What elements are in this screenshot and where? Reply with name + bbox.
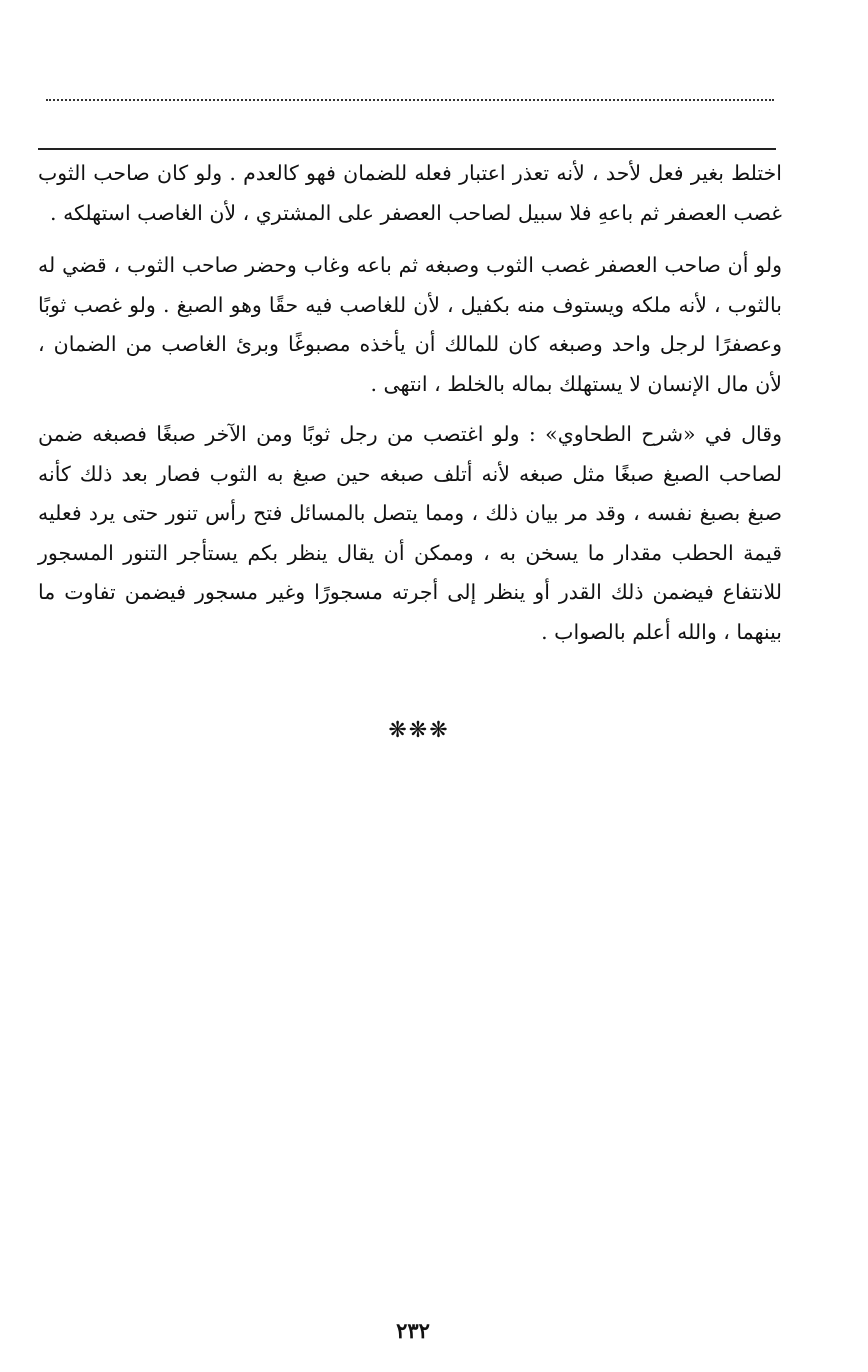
paragraph-3-text: وقال في «شرح الطحاوي» : ولو اغتصب من رجل ثوبًا ومن الآخر صبغًا فصبغه ضمن لصاحب الصبغ صبغًا مثل صبغه لأنه أتلف صبغه حين صبغ به الثوب فصار بعد ذلك كأنه صبغ بصبغ نفسه ، وقد مر بيان ذلك ، ومما يتصل بالمسائل فتح رأس تنور حتى يرد فعليه قيمة الحطب مقدار ما يسخن به ، وممكن أن يقال ينظر بكم يستأجر التنور المسجور للانتفاع فيضمن ذلك القدر أو ينظر إلى أجرته مسجورًا وغير مسجور فيضمن تفاوت ما بينهما ، والله أعلم بالصواب .	[38, 422, 782, 644]
section-separator: ❋❋❋	[388, 718, 450, 743]
page-number: ٢٣٢	[396, 1318, 430, 1343]
paragraph-1-text: اختلط بغير فعل لأحد ، لأنه تعذر اعتبار فعله للضمان فهو كالعدم . ولو كان صاحب الثوب غصب العصفر ثم باعهِ فلا سبيل لصاحب العصفر على المشتري ، لأن الغاصب استهلكه .	[38, 161, 782, 225]
paragraph-1	[38, 154, 782, 233]
paragraph-2-text: ولو أن صاحب العصفر غصب الثوب وصبغه ثم باعه وغاب وحضر صاحب الثوب ، قضي له بالثوب ، لأنه ملكه ويستوف منه بكفيل ، لأن للغاصب فيه حقًا وهو الصبغ . ولو غصب ثوبًا وعصفرًا لرجل واحد وصبغه كان للمالك أن يأخذه مصبوغًا وبرئ الغاصب من الضمان ، لأن مال الإنسان لا يستهلك بماله بالخلط ، انتهى .	[38, 253, 782, 396]
header-solid-rule	[38, 148, 776, 150]
footnote-dotted-rule	[46, 99, 774, 101]
paragraph-2	[38, 246, 782, 404]
paragraph-3	[38, 415, 782, 652]
